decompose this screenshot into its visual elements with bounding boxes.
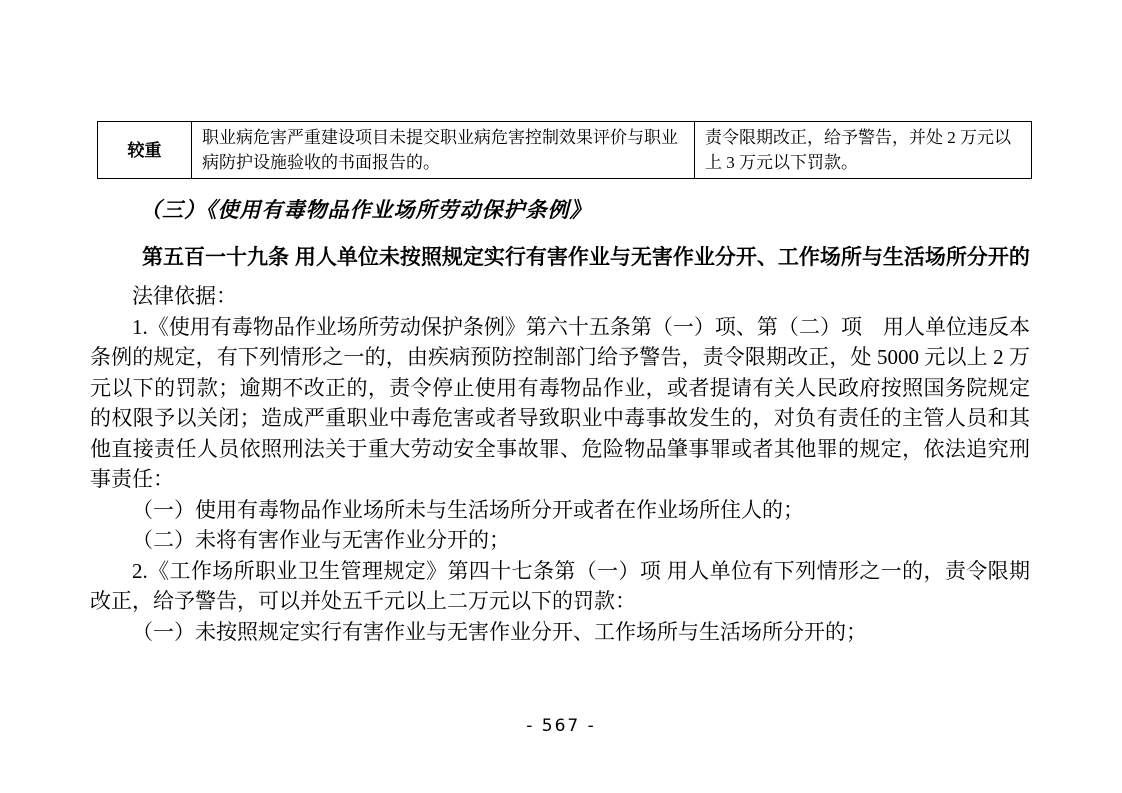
page-number: - 567 - (526, 716, 596, 736)
legal-basis-label: 法律依据： (132, 284, 237, 308)
violation-cell: 职业病危害严重建设项目未提交职业病危害控制效果评价与职业病防护设施验收的书面报告的。 (192, 122, 695, 179)
page-content (90, 0, 1030, 647)
paragraph: 1.《使用有毒物品作业场所劳动保护条例》第六十五条第（一）项、第（二）项 用人单位违反本条例的规定，有下列情形之一的，由疾病预防控制部门给予警告，责令限期改正，处 5000 元以上 2 万元以下的罚款；逾期不改正的，责令停止使用有毒物品作业，或者提请有关人民政府按照国务院规定的权限予以关闭；造成严重职业中毒危害或者导致职业中毒事故发生的，对负有责任的主管人员和其他直接责任人员依照刑法关于重大劳动安全事故罪、危险物品肇事罪或者其他罪的规定，依法追究刑事责任： (90, 314, 1030, 491)
section-heading: （三）《使用有毒物品作业场所劳动保护条例》 (140, 198, 592, 222)
severity-cell: 较重 (98, 122, 192, 179)
article-body (90, 281, 1030, 647)
table-row (98, 122, 1032, 179)
penalty-cell: 责令限期改正，给予警告，并处 2 万元以上 3 万元以下罚款。 (695, 122, 1032, 179)
paragraph: （二）未将有害作业与无害作业分开的； (132, 528, 510, 552)
paragraph: 2.《工作场所职业卫生管理规定》第四十七条第（一）项 用人单位有下列情形之一的，责令限期改正，给予警告，可以并处五千元以上二万元以下的罚款： (90, 558, 1030, 613)
paragraph: （一）未按照规定实行有害作业与无害作业分开、工作场所与生活场所分开的； (132, 619, 867, 644)
article-title: 第五百一十九条 用人单位未按照规定实行有害作业与无害作业分开、工作场所与生活场所分开的 (142, 246, 1030, 269)
paragraph: （一）使用有毒物品作业场所未与生活场所分开或者在作业场所住人的； (132, 497, 804, 522)
penalty-table (97, 121, 1032, 179)
